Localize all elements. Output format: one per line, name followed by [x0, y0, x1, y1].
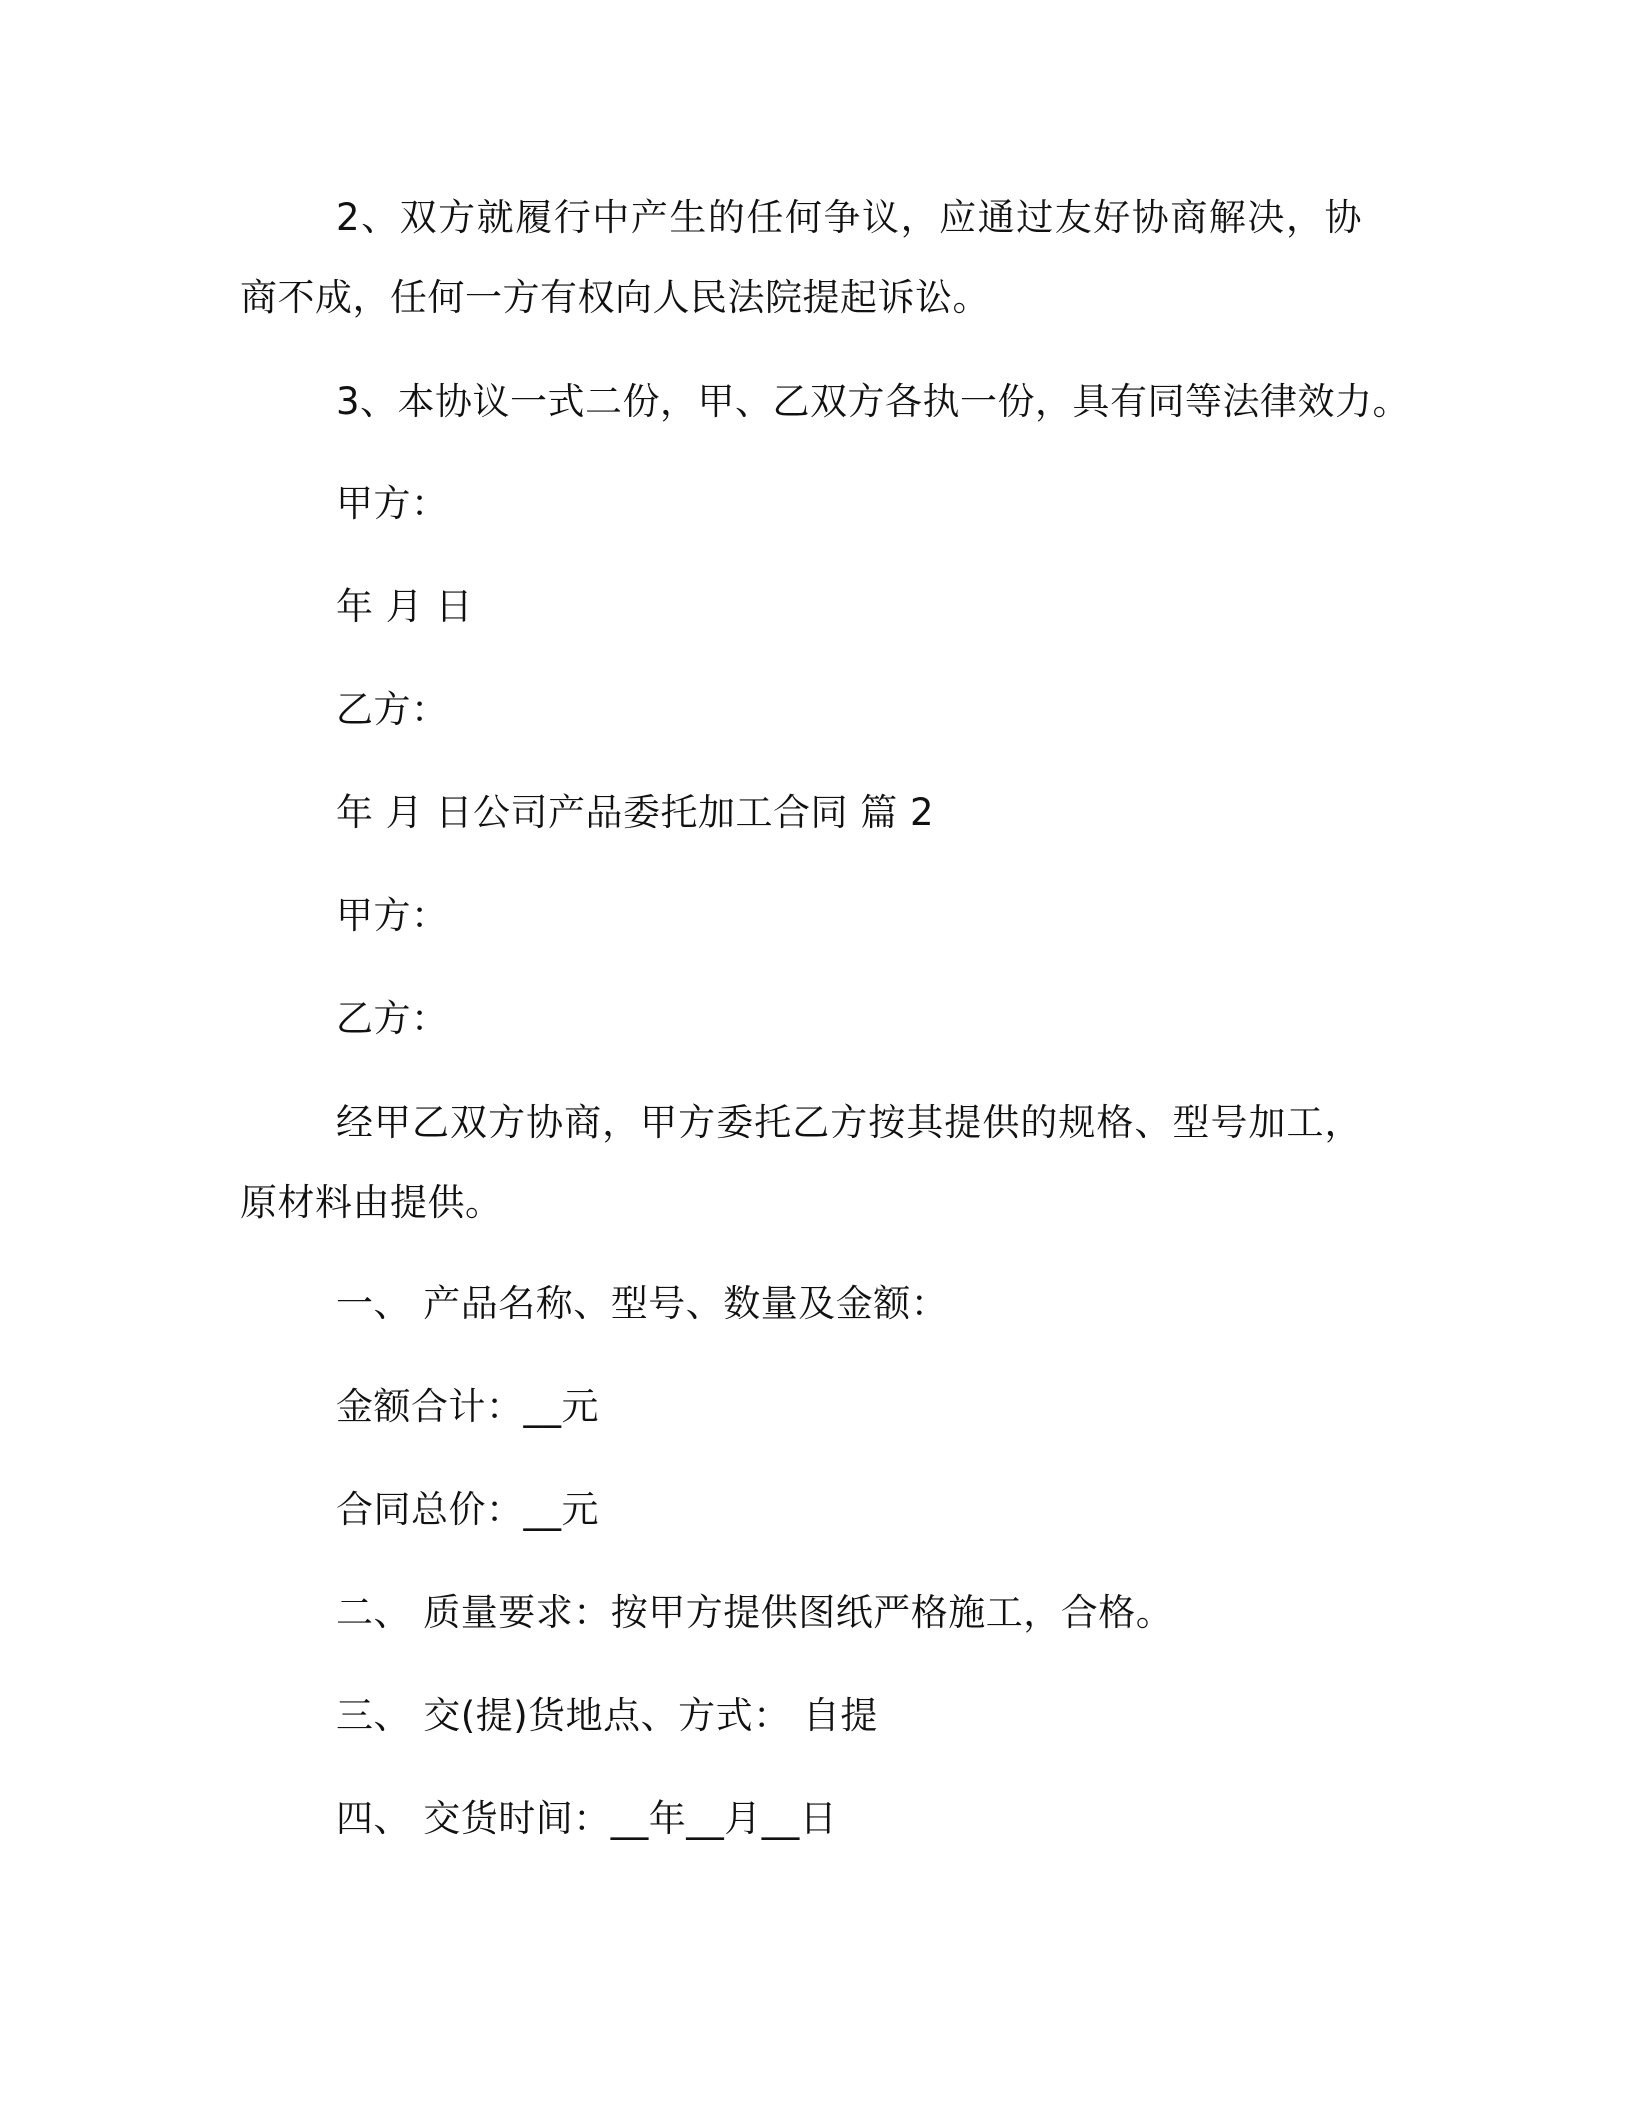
date-line: 年 月 日	[336, 585, 474, 628]
clause-1: 一、 产品名称、型号、数量及金额：	[336, 1282, 949, 1325]
paragraph-agreement: 经甲乙双方协商，甲方委托乙方按其提供的规格、型号加工，原材料由提供。	[240, 1101, 1362, 1224]
section-heading: 年 月 日公司产品委托加工合同 篇 2	[336, 791, 935, 834]
clause-3: 三、 交(提)货地点、方式： 自提	[336, 1694, 878, 1737]
clause-2: 二、 质量要求：按甲方提供图纸严格施工，合格。	[336, 1591, 1174, 1634]
amount-total: 金额合计：__元	[336, 1385, 599, 1428]
paragraph-copies: 3、本协议一式二份，甲、乙双方各执一份，具有同等法律效力。	[336, 380, 1411, 423]
party-a-label-2: 甲方：	[336, 894, 449, 937]
party-b-label: 乙方：	[336, 688, 449, 731]
clause-4: 四、 交货时间：__年__月__日	[336, 1797, 838, 1840]
paragraph-dispute-resolution: 2、双方就履行中产生的任何争议，应通过友好协商解决，协商不成，任何一方有权向人民法院提起诉讼。	[240, 196, 1362, 319]
contract-total-price: 合同总价：__元	[336, 1488, 599, 1531]
party-a-label: 甲方：	[336, 482, 449, 525]
party-b-label-2: 乙方：	[336, 997, 449, 1040]
